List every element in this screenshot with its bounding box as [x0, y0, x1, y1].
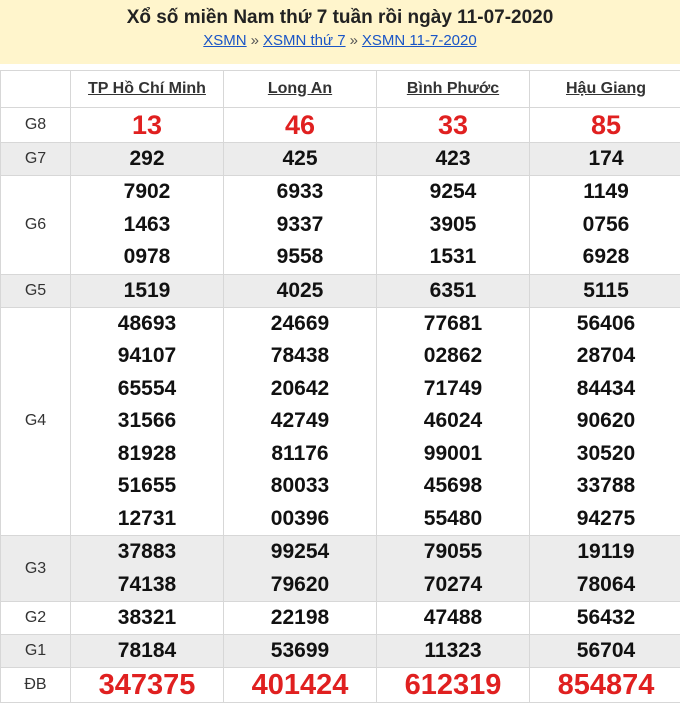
prize-row-g1 — [1, 635, 680, 668]
prize-number: 94107 — [117, 344, 177, 367]
prize-label: G1 — [1, 635, 71, 668]
prize-number: 28704 — [576, 344, 636, 367]
prize-number: 42749 — [270, 409, 330, 432]
prize-cell — [224, 668, 377, 703]
prize-number: 11323 — [424, 639, 482, 662]
prize-cell — [224, 176, 377, 275]
prize-number: 425 — [282, 147, 318, 170]
prize-cell — [71, 668, 224, 703]
prize-number: 56432 — [576, 606, 636, 629]
prize-cell — [224, 536, 377, 602]
prize-number: 79055 — [423, 540, 483, 563]
prize-number: 77681 — [423, 311, 483, 335]
prize-number: 47488 — [423, 606, 483, 629]
prize-cell — [377, 536, 530, 602]
prize-cell — [530, 176, 680, 275]
prize-number: 174 — [588, 147, 624, 170]
prize-cell — [71, 108, 224, 143]
prize-number: 19119 — [577, 540, 635, 563]
prize-number: 9254 — [429, 180, 477, 203]
prize-cell — [530, 307, 680, 536]
header-corner — [1, 71, 71, 108]
prize-cell — [377, 176, 530, 275]
prize-row-g3 — [1, 536, 680, 602]
prize-number: 85 — [590, 110, 622, 140]
prize-cell — [224, 108, 377, 143]
prize-number: 1519 — [123, 278, 171, 302]
prize-number: 02862 — [423, 344, 483, 367]
prize-cell — [377, 108, 530, 143]
prize-cell — [224, 602, 377, 635]
prize-number: 20642 — [270, 376, 330, 400]
prize-number: 78184 — [117, 639, 177, 662]
prize-number: 51655 — [117, 474, 177, 497]
prize-number: 7902 — [123, 180, 171, 203]
prize-number: 5115 — [583, 278, 629, 302]
prize-number: 84434 — [576, 376, 636, 400]
prize-cell — [224, 274, 377, 307]
prize-label: G5 — [1, 274, 71, 307]
prize-number: 33 — [437, 110, 469, 140]
prize-number: 401424 — [251, 669, 349, 701]
prize-row-g4 — [1, 307, 680, 536]
prize-number: 24669 — [270, 311, 330, 335]
column-header-province[interactable]: Hậu Giang — [530, 71, 680, 108]
breadcrumb — [0, 32, 680, 50]
prize-row-g2 — [1, 602, 680, 635]
page-header — [0, 0, 680, 64]
prize-number: 56406 — [576, 311, 636, 335]
prize-label: G7 — [1, 143, 71, 176]
prize-number: 90620 — [576, 409, 636, 432]
prize-row-db — [1, 668, 680, 703]
prize-row-g5 — [1, 274, 680, 307]
prize-number: 71749 — [423, 376, 483, 400]
prize-cell — [377, 307, 530, 536]
prize-number: 48693 — [117, 311, 177, 335]
prize-cell — [377, 668, 530, 703]
prize-number: 347375 — [98, 669, 196, 701]
prize-cell — [530, 274, 680, 307]
prize-number: 1463 — [123, 212, 171, 236]
prize-number: 612319 — [404, 669, 502, 701]
prize-number: 854874 — [557, 669, 655, 701]
prize-cell — [377, 635, 530, 668]
prize-number: 38321 — [117, 606, 177, 629]
prize-number: 46024 — [423, 409, 483, 432]
prize-cell — [377, 602, 530, 635]
breadcrumb-link-xsmn[interactable]: XSMN — [203, 32, 247, 49]
prize-cell — [530, 668, 680, 703]
prize-number: 6933 — [276, 180, 324, 203]
column-header-province[interactable]: Long An — [224, 71, 377, 108]
prize-number: 6351 — [429, 278, 477, 302]
prize-number: 65554 — [117, 376, 177, 400]
prize-number: 9558 — [276, 245, 324, 268]
prize-cell — [71, 536, 224, 602]
prize-number: 33788 — [576, 474, 636, 497]
prize-number: 13 — [131, 110, 163, 140]
prize-label: G6 — [1, 176, 71, 275]
prize-number: 0978 — [123, 245, 171, 268]
prize-number: 1531 — [429, 245, 477, 268]
prize-cell — [530, 536, 680, 602]
prize-row-g8 — [1, 108, 680, 143]
prize-number: 31566 — [117, 409, 177, 432]
prize-cell — [224, 307, 377, 536]
prize-row-g7 — [1, 143, 680, 176]
prize-number: 00396 — [270, 506, 330, 530]
prize-number: 6928 — [582, 245, 630, 268]
prize-cell — [71, 143, 224, 176]
prize-label: G4 — [1, 307, 71, 536]
prize-cell — [377, 143, 530, 176]
prize-number: 78438 — [270, 344, 330, 367]
prize-number: 56704 — [576, 639, 636, 662]
prize-number: 81176 — [271, 441, 329, 465]
prize-number: 99254 — [270, 540, 330, 563]
breadcrumb-separator: » — [349, 32, 358, 49]
prize-number: 80033 — [270, 474, 330, 497]
breadcrumb-separator: » — [250, 32, 259, 49]
column-header-province[interactable]: Bình Phước — [377, 71, 530, 108]
prize-number: 45698 — [423, 474, 483, 497]
prize-number: 0756 — [582, 212, 630, 236]
prize-number: 22198 — [270, 606, 330, 629]
prize-cell — [224, 635, 377, 668]
breadcrumb-link-xsmn-thu-7[interactable]: XSMN thứ 7 — [262, 32, 346, 49]
prize-number: 46 — [284, 110, 316, 140]
prize-number: 70274 — [423, 572, 483, 596]
prize-row-g6 — [1, 176, 680, 275]
prize-cell — [71, 602, 224, 635]
prize-label: G8 — [1, 108, 71, 143]
prize-label: ĐB — [1, 668, 71, 703]
prize-cell — [224, 143, 377, 176]
prize-number: 53699 — [270, 639, 330, 662]
prize-number: 79620 — [270, 572, 330, 596]
breadcrumb-link-xsmn-date[interactable]: XSMN 11-7-2020 — [361, 32, 477, 49]
prize-cell — [71, 307, 224, 536]
prize-cell — [377, 274, 530, 307]
prize-number: 423 — [435, 147, 471, 170]
prize-cell — [71, 176, 224, 275]
prize-cell — [530, 108, 680, 143]
column-header-province[interactable]: TP Hồ Chí Minh — [71, 71, 224, 108]
prize-number: 1149 — [583, 180, 629, 203]
prize-number: 292 — [129, 147, 165, 170]
page-title: Xổ số miền Nam thứ 7 tuần rồi ngày 11-07-2020 — [126, 7, 554, 28]
prize-number: 30520 — [576, 441, 636, 465]
prize-number: 9337 — [276, 212, 324, 236]
prize-number: 55480 — [423, 506, 483, 530]
prize-number: 3905 — [429, 212, 477, 236]
prize-cell — [530, 143, 680, 176]
prize-number: 12731 — [117, 506, 177, 530]
prize-label: G3 — [1, 536, 71, 602]
results-table — [0, 70, 680, 703]
table-header-row — [1, 71, 680, 108]
prize-cell — [71, 635, 224, 668]
prize-number: 81928 — [117, 441, 177, 465]
prize-number: 74138 — [117, 572, 177, 596]
prize-number: 78064 — [576, 572, 636, 596]
prize-number: 4025 — [276, 278, 324, 302]
prize-number: 94275 — [576, 506, 636, 530]
prize-cell — [530, 635, 680, 668]
prize-number: 37883 — [117, 540, 177, 563]
prize-label: G2 — [1, 602, 71, 635]
prize-number: 99001 — [423, 441, 483, 465]
prize-cell — [71, 274, 224, 307]
prize-cell — [530, 602, 680, 635]
